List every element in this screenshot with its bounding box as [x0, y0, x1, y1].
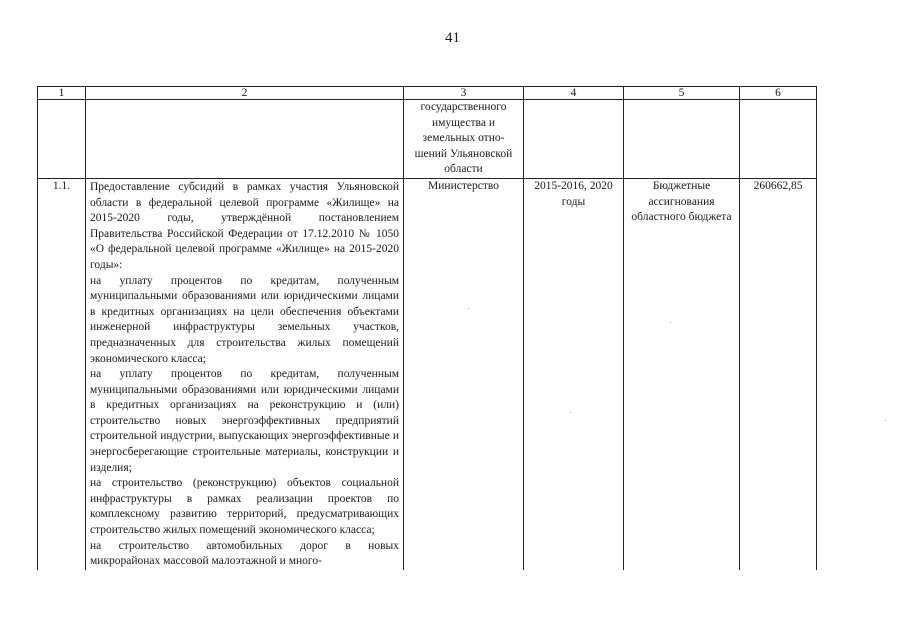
scan-speck [468, 308, 469, 309]
header-cell-3: 3 [404, 87, 524, 100]
scan-speck [570, 412, 571, 413]
scan-speck [885, 420, 886, 421]
cont-cell-executor: государственного имущества и земельных отно-шений Ульяновской области [404, 100, 524, 179]
header-cell-6: 6 [740, 87, 817, 100]
row-funding-source: Бюджетные ассигнования областного бюджета [624, 178, 740, 569]
description-paragraph: на уплату процентов по кредитам, полученным муниципальными образованиями или юридическими лицами в кредитных организациях на цели обеспечения объектами инженерной инфраструктуры земельных участков, предназначенных для строительства жилых помещений экономического класса; [90, 274, 399, 365]
table-row-1-1 [38, 178, 817, 569]
table-row-continuation [38, 100, 817, 179]
table-header-row [38, 87, 817, 100]
cont-cell-1 [38, 100, 86, 179]
row-executor: Министерство [404, 178, 524, 569]
description-paragraph: на строительство (реконструкцию) объектов социальной инфраструктуры в рамках реализации проектов по комплексному развитию территорий, предусматривающих строительство жилых помещений экономического класса; [90, 477, 399, 537]
row-amount: 260662,85 [740, 178, 817, 569]
row-description [86, 178, 404, 569]
page-number: 41 [445, 30, 460, 46]
description-paragraph: на уплату процентов по кредитам, полученным муниципальными образованиями или юридическими лицами в кредитных организациях на реконструкцию и (или) строительство новых энергоэффективных предприятий строительной индустрии, выпускающих энергоэффективные и энергосберегающие строительные материалы, конструкции и изделия; [90, 368, 399, 474]
header-cell-2: 2 [86, 87, 404, 100]
cont-cell-4 [524, 100, 624, 179]
header-cell-4: 4 [524, 87, 624, 100]
row-number: 1.1. [38, 178, 86, 569]
row-period: 2015-2016, 2020 годы [524, 178, 624, 569]
description-paragraph: на строительство автомобильных дорог в новых микрорайонах массовой малоэтажной и много- [90, 539, 399, 568]
header-cell-5: 5 [624, 87, 740, 100]
scan-speck [670, 322, 671, 323]
program-table [37, 86, 817, 570]
cont-cell-5 [624, 100, 740, 179]
cont-cell-6 [740, 100, 817, 179]
description-paragraph: Предоставление субсидий в рамках участия Ульяновской области в федеральной целевой программе «Жилище» на 2015-2020 годы, утверждённой постановлением Правительства Российской Федерации от 17.12.2010 № 1050 «О федеральной целевой программе «Жилище» на 2015-2020 годы»: [90, 180, 399, 271]
cont-cell-2 [86, 100, 404, 179]
header-cell-1: 1 [38, 87, 86, 100]
